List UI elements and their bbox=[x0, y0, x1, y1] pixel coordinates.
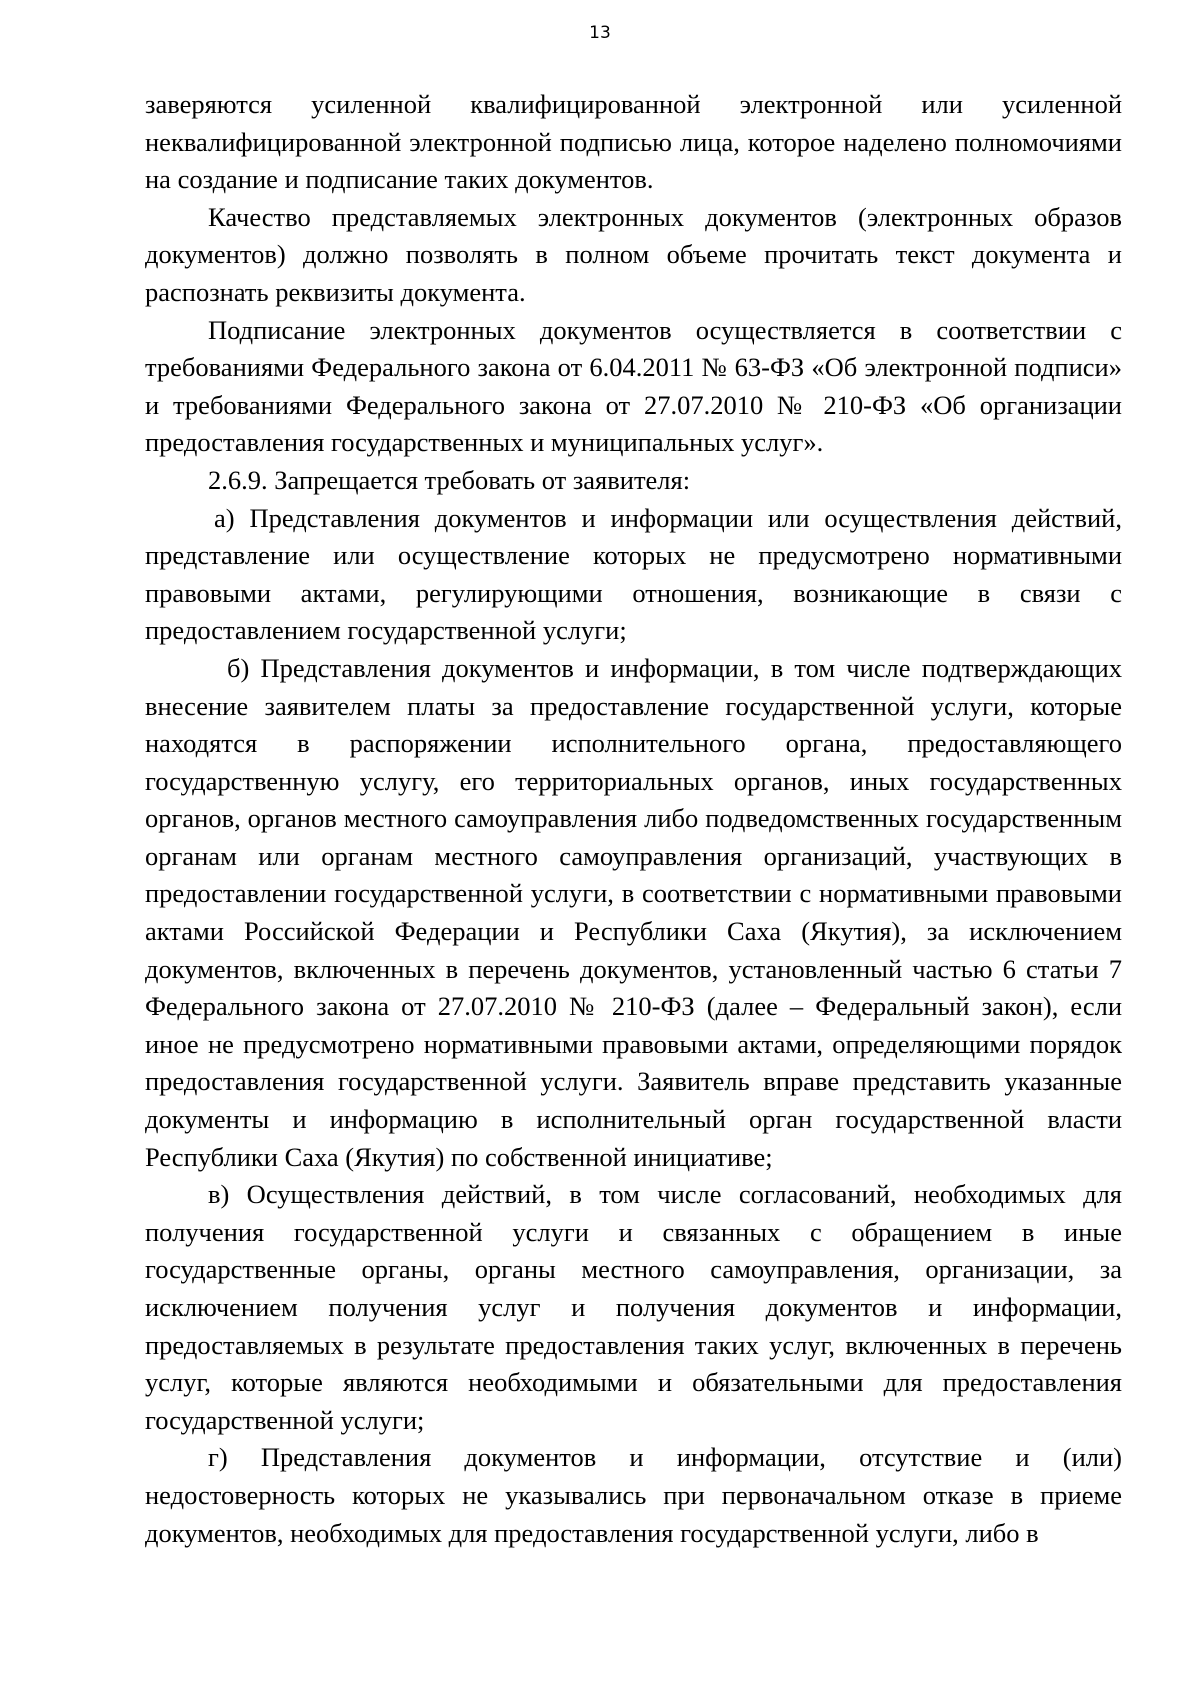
paragraph-section-2-6-9: 2.6.9. Запрещается требовать от заявителя: bbox=[208, 464, 691, 495]
paragraph-signing-requirements: Подписание электронных документов осуществляется в соответствии с требованиями Федерального закона от 6.04.2011 № 63-ФЗ «Об электронной подписи» и требованиями Федерального закона от 27.07.2010 № 210-ФЗ «Об организации предоставления государственных и муниципальных услуг». bbox=[145, 314, 1122, 458]
paragraph-signature-continuation: заверяются усиленной квалифицированной электронной или усиленной неквалифицированной электронной подписью лица, которое наделено полномочиями на создание и подписание таких документов. bbox=[145, 89, 1122, 195]
page-number: 13 bbox=[589, 23, 611, 43]
document-body bbox=[145, 86, 1122, 1552]
list-item-b: б) Представления документов и информации, в том числе подтверждающих внесение заявителем платы за предоставление государственной услуги, которые находятся в распоряжении исполнительного органа, предоставляющего государственную услугу, его территориальных органов, иных государственных органов, органов местного самоуправления либо подведомственных государственным органам или органам местного самоуправления организаций, участвующих в предоставлении государственной услуги, в соответствии с нормативными правовыми актами Российской Федерации и Республики Саха (Якутия), за исключением документов, включенных в перечень документов, установленный частью 6 статьи 7 Федерального закона от 27.07.2010 № 210-ФЗ (далее – Федеральный закон), если иное не предусмотрено нормативными правовыми актами, определяющими порядок предоставления государственной услуги. Заявитель вправе представить указанные документы и информацию в исполнительный орган государственной власти Республики Саха (Якутия) по собственной инициативе; bbox=[145, 652, 1122, 1172]
paragraph-document-quality: Качество представляемых электронных документов (электронных образов документов) должно позволять в полном объеме прочитать текст документа и распознать реквизиты документа. bbox=[145, 201, 1122, 307]
list-item-v: в) Осуществления действий, в том числе согласований, необходимых для получения государственной услуги и связанных с обращением в иные государственные органы, органы местного самоуправления, организации, за исключением получения услуг и получения документов и информации, предоставляемых в результате предоставления таких услуг, включенных в перечень услуг, которые являются необходимыми и обязательными для предоставления государственной услуги; bbox=[145, 1179, 1122, 1435]
list-item-a: а) Представления документов и информации или осуществления действий, представление или осуществление которых не предусмотрено нормативными правовыми актами, регулирующими отношения, возникающие в связи с предоставлением государственной услуги; bbox=[145, 502, 1122, 646]
list-item-g: г) Представления документов и информации, отсутствие и (или) недостоверность которых не указывались при первоначальном отказе в приеме документов, необходимых для предоставления государственной услуги, либо в bbox=[145, 1442, 1122, 1548]
